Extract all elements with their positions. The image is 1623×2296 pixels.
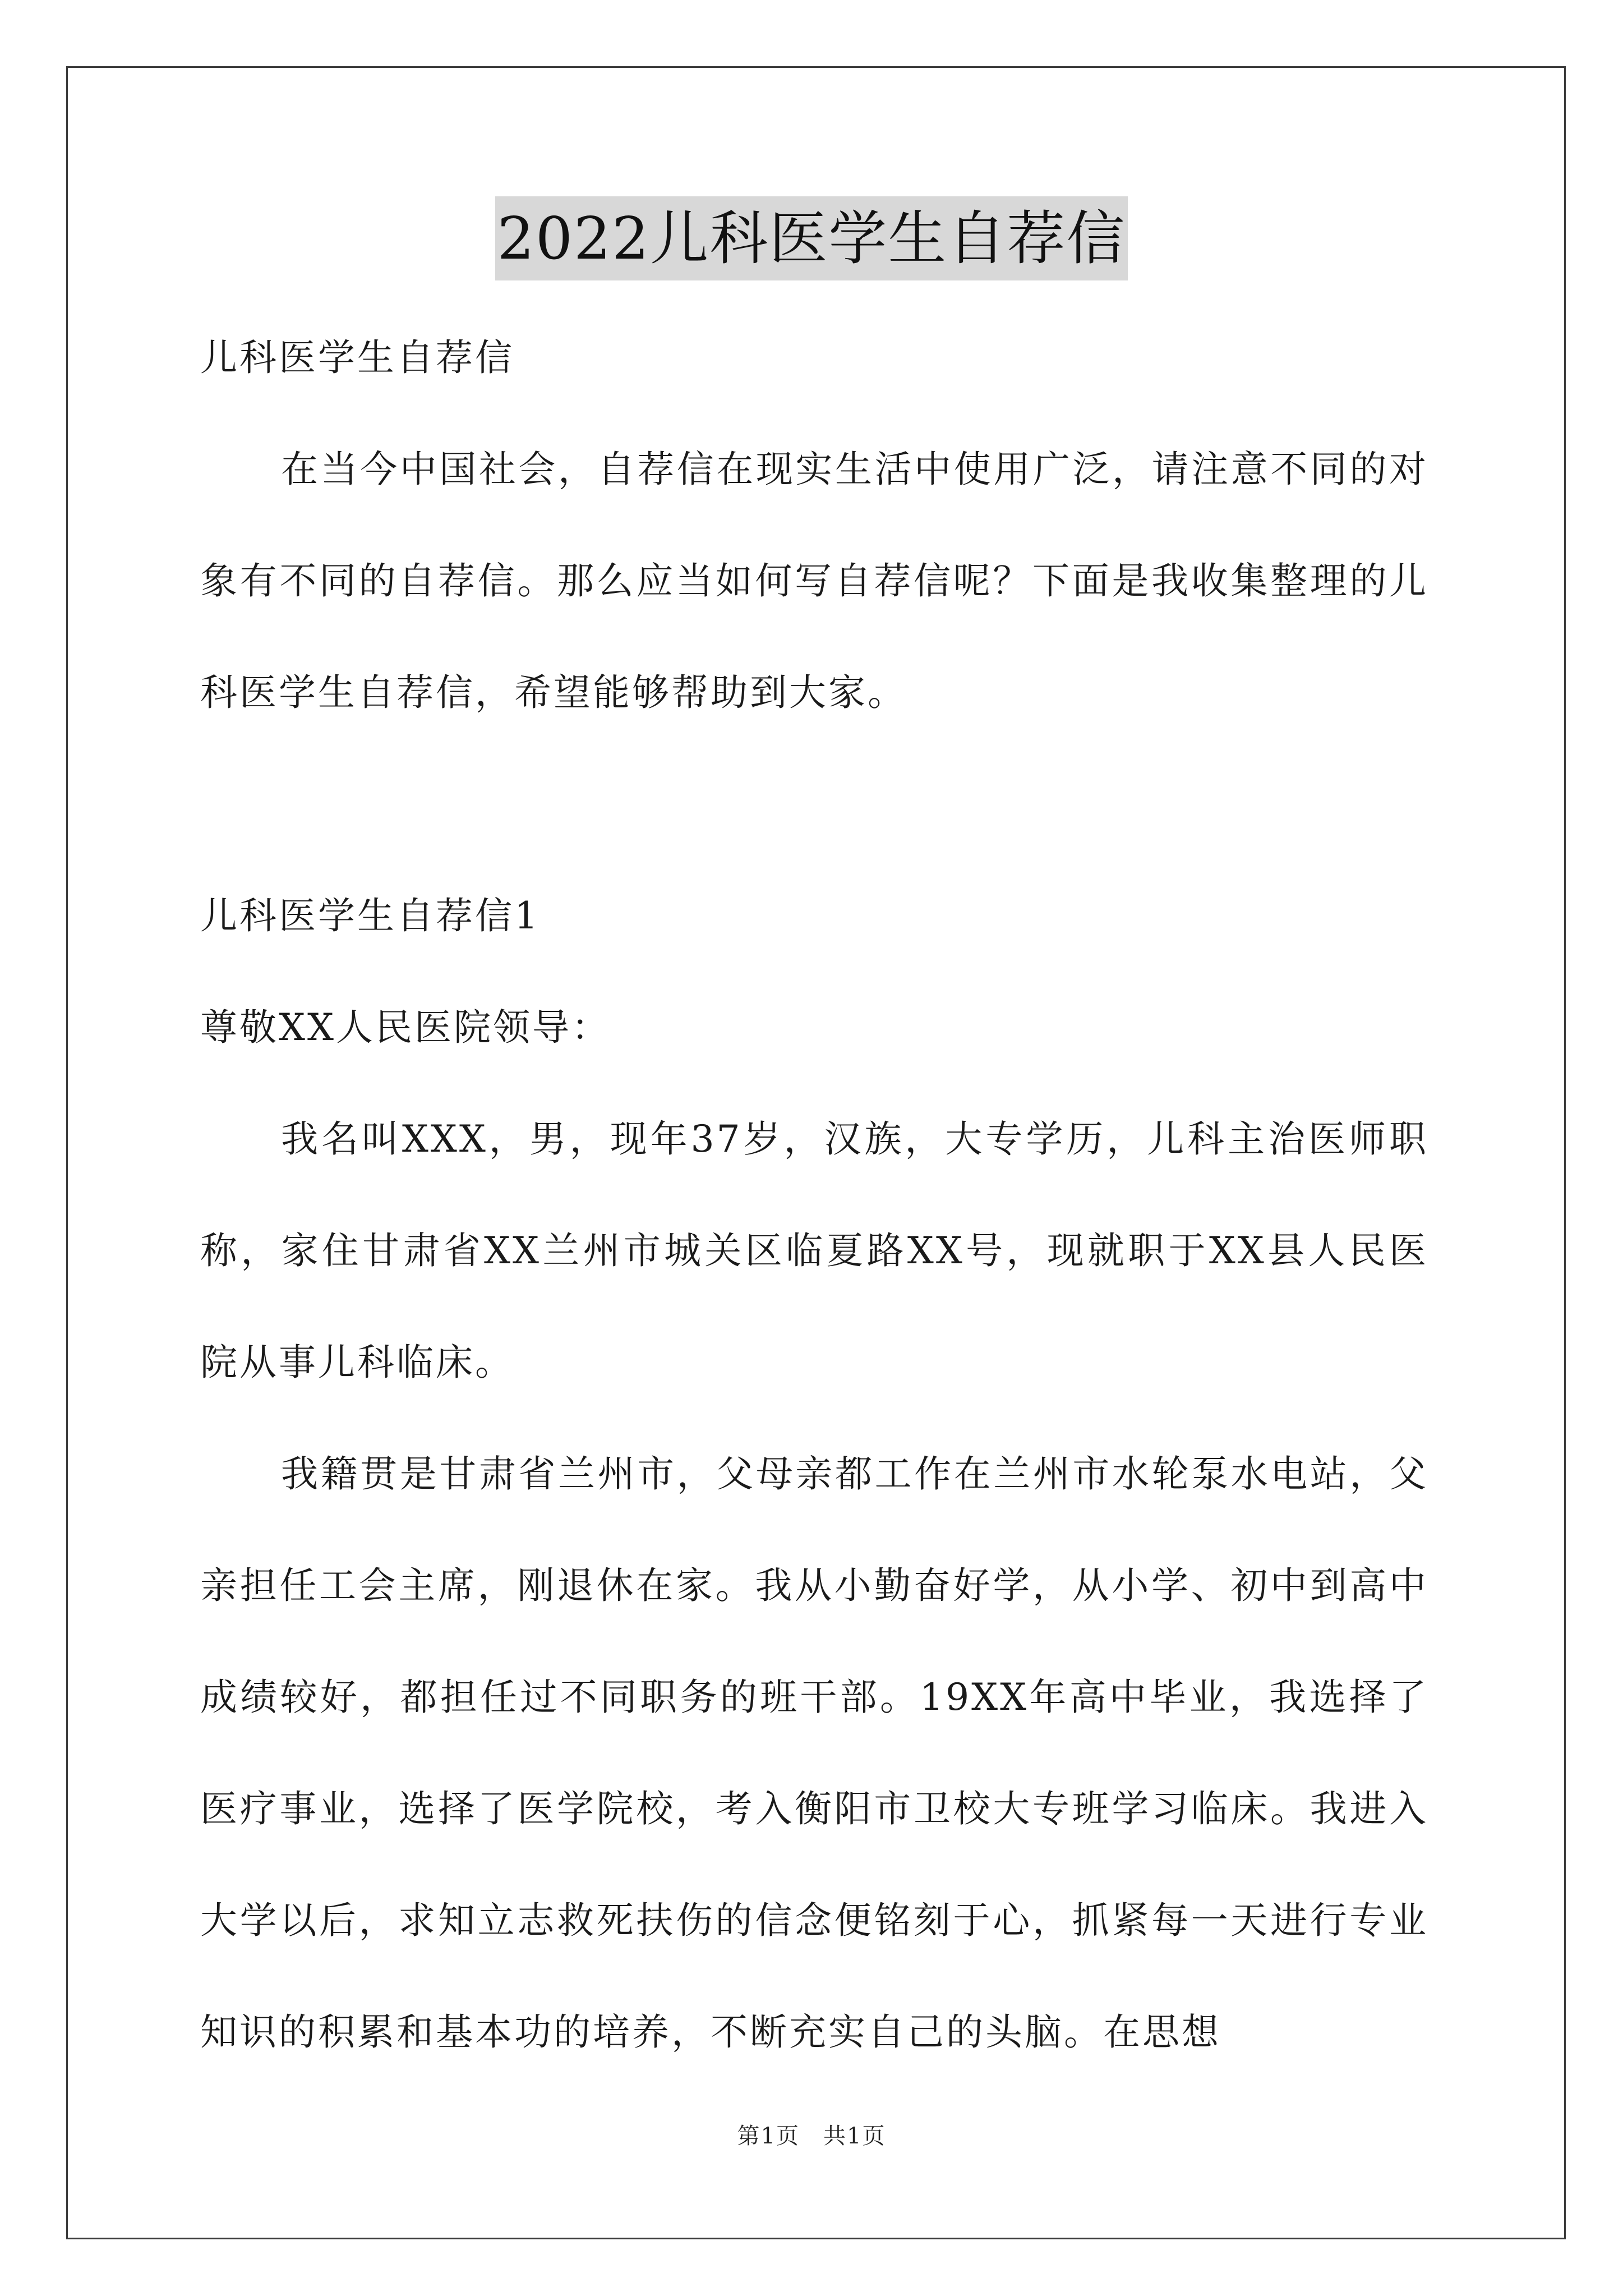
paragraph-gap xyxy=(200,748,1428,860)
letter-paragraph: 我名叫XXX，男，现年37岁，汉族，大专学历，儿科主治医师职称，家住甘肃省XX兰州市城关区临夏路XX号，现就职于XX县人民医院从事儿科临床。 xyxy=(200,1117,1428,1384)
title-container xyxy=(0,196,1623,280)
letter-heading: 儿科医学生自荐信1 xyxy=(200,894,540,937)
document-title: 2022儿科医学生自荐信 xyxy=(495,196,1128,280)
intro-paragraph: 在当今中国社会，自荐信在现实生活中使用广泛，请注意不同的对象有不同的自荐信。那么应当如何写自荐信呢？下面是我收集整理的儿科医学生自荐信，希望能够帮助到大家。 xyxy=(200,448,1428,714)
letter-paragraph: 我籍贯是甘肃省兰州市，父母亲都工作在兰州市水轮泵水电站，父亲担任工会主席，刚退休在家。我从小勤奋好学，从小学、初中到高中成绩较好，都担任过不同职务的班干部。19XX年高中毕业，我选择了医疗事业，选择了医学院校，考入衡阳市卫校大专班学习临床。我进入大学以后，求知立志救死扶伤的信念便铭刻于心，抓紧每一天进行专业知识的积累和基本功的培养，不断充实自己的头脑。在思想 xyxy=(200,1452,1428,2054)
page-footer: 第1页 共1页 xyxy=(737,2123,886,2149)
letter-salutation: 尊敬XX人民医院领导： xyxy=(200,1006,611,1049)
section-heading: 儿科医学生自荐信 xyxy=(200,336,514,379)
document-body xyxy=(200,302,1428,2088)
